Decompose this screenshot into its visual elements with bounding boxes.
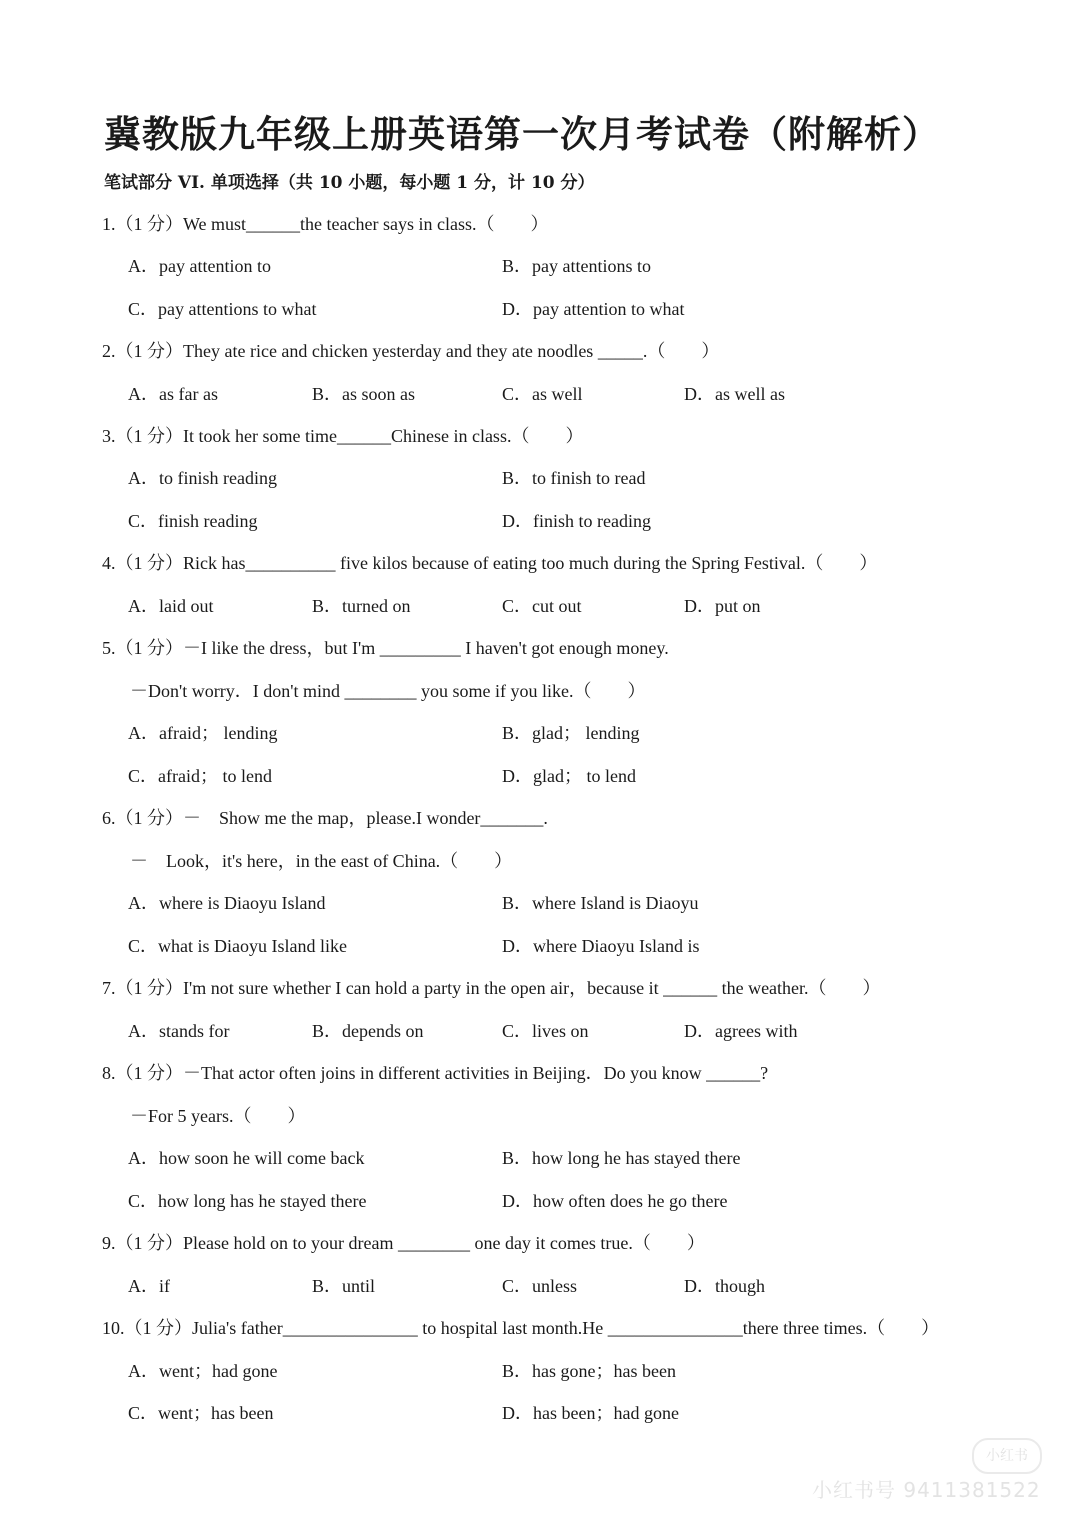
option-7a: A．stands for bbox=[128, 1021, 230, 1041]
option-7b: B．depends on bbox=[312, 1021, 424, 1041]
question-8: 8.（1 分）－That actor often joins in different activities in Beijing．Do you know ______? bbox=[102, 1063, 769, 1083]
option-2b: B．as soon as bbox=[312, 384, 415, 404]
watermark-text: 小红书号 9411381522 bbox=[812, 1478, 1041, 1502]
page-title: 冀教版九年级上册英语第一次月考试卷（附解析） bbox=[104, 113, 940, 156]
option-6b: B．where Island is Diaoyu bbox=[502, 893, 699, 913]
option-4a: A．laid out bbox=[128, 596, 214, 616]
option-5a: A．afraid； lending bbox=[128, 723, 278, 743]
question-6: 6.（1 分）－ Show me the map，please.I wonder_______. bbox=[102, 808, 548, 828]
option-2d: D．as well as bbox=[684, 384, 785, 404]
question-3: 3.（1 分）It took her some time______Chinese in class.（ ） bbox=[102, 426, 584, 446]
watermark-logo: 小红书 bbox=[972, 1438, 1042, 1474]
option-3b: B．to finish to read bbox=[502, 468, 646, 488]
question-5-reply: －Don't worry．I don't mind ________ you some if you like.（ ） bbox=[130, 681, 646, 701]
option-4c: C．cut out bbox=[502, 596, 582, 616]
question-9: 9.（1 分）Please hold on to your dream ________ one day it comes true.（ ） bbox=[102, 1233, 705, 1253]
option-4b: B．turned on bbox=[312, 596, 411, 616]
option-7d: D．agrees with bbox=[684, 1021, 798, 1041]
question-7: 7.（1 分）I'm not sure whether I can hold a party in the open air，because it ______ the weather.（ ） bbox=[102, 978, 881, 998]
option-10d: D．has been；had gone bbox=[502, 1403, 679, 1423]
question-8-reply: －For 5 years.（ ） bbox=[130, 1106, 306, 1126]
question-5: 5.（1 分）－I like the dress，but I'm _________ I haven't got enough money. bbox=[102, 638, 669, 658]
option-2a: A．as far as bbox=[128, 384, 218, 404]
option-1c: C．pay attentions to what bbox=[128, 299, 317, 319]
option-4d: D．put on bbox=[684, 596, 761, 616]
option-8c: C．how long has he stayed there bbox=[128, 1191, 367, 1211]
option-3a: A．to finish reading bbox=[128, 468, 277, 488]
question-4: 4.（1 分）Rick has__________ five kilos because of eating too much during the Spring Festival.（ ） bbox=[102, 553, 878, 573]
option-1d: D．pay attention to what bbox=[502, 299, 685, 319]
option-9b: B．until bbox=[312, 1276, 376, 1296]
option-7c: C．lives on bbox=[502, 1021, 589, 1041]
option-8b: B．how long he has stayed there bbox=[502, 1148, 741, 1168]
option-9c: C．unless bbox=[502, 1276, 578, 1296]
section-heading: 笔试部分 VI. 单项选择（共 10 小题，每小题 1 分，计 10 分） bbox=[104, 173, 595, 193]
option-1a: A．pay attention to bbox=[128, 256, 271, 276]
question-2: 2.（1 分）They ate rice and chicken yesterday and they ate noodles _____.（ ） bbox=[102, 341, 720, 361]
option-2c: C．as well bbox=[502, 384, 583, 404]
option-10c: C．went；has been bbox=[128, 1403, 274, 1423]
option-6a: A．where is Diaoyu Island bbox=[128, 893, 326, 913]
question-10: 10.（1 分）Julia's father_______________ to hospital last month.He _______________there three times.（ ） bbox=[102, 1318, 940, 1338]
option-8d: D．how often does he go there bbox=[502, 1191, 728, 1211]
question-6-reply: － Look，it's here，in the east of China.（ ） bbox=[130, 851, 513, 871]
option-5b: B．glad； lending bbox=[502, 723, 640, 743]
option-8a: A．how soon he will come back bbox=[128, 1148, 365, 1168]
option-3d: D．finish to reading bbox=[502, 511, 651, 531]
question-1: 1.（1 分）We must______the teacher says in class.（ ） bbox=[102, 214, 549, 234]
option-6d: D．where Diaoyu Island is bbox=[502, 936, 700, 956]
option-5c: C．afraid； to lend bbox=[128, 766, 272, 786]
option-10b: B．has gone；has been bbox=[502, 1361, 676, 1381]
option-10a: A．went；had gone bbox=[128, 1361, 278, 1381]
option-6c: C．what is Diaoyu Island like bbox=[128, 936, 347, 956]
option-5d: D．glad； to lend bbox=[502, 766, 636, 786]
option-9d: D．though bbox=[684, 1276, 765, 1296]
option-9a: A．if bbox=[128, 1276, 170, 1296]
option-1b: B．pay attentions to bbox=[502, 256, 651, 276]
option-3c: C．finish reading bbox=[128, 511, 258, 531]
